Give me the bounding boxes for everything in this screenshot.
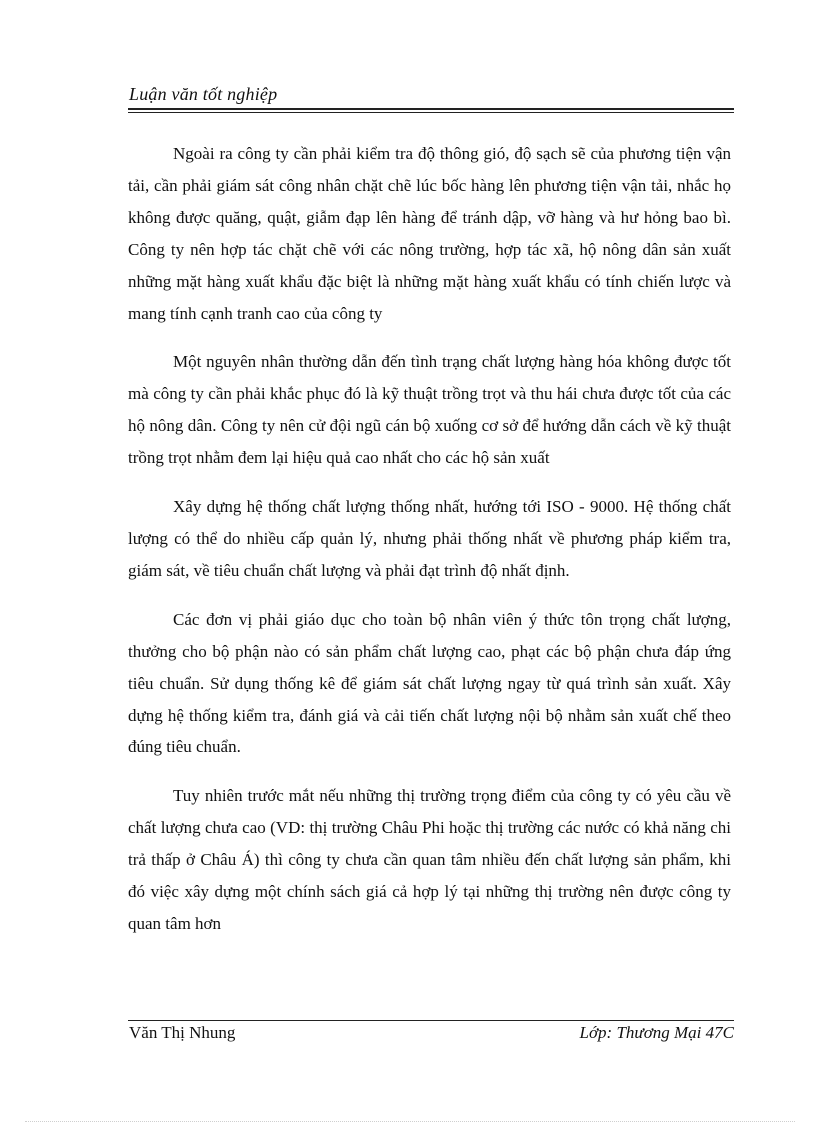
paragraph-5: Tuy nhiên trước mắt nếu những thị trường trọng điểm của công ty có yêu cầu về chất lượng chưa cao (VD: thị trường Châu Phi hoặc thị trường các nước có khả năng chi trả thấp ở Châu Á) thì công ty chưa cần quan tâm nhiều đến chất lượng sản phẩm, khi đó việc xây dựng một chính sách giá cả hợp lý tại những thị trường nên được công ty quan tâm hơn bbox=[128, 786, 731, 933]
paragraph-4: Các đơn vị phải giáo dục cho toàn bộ nhân viên ý thức tôn trọng chất lượng, thưởng cho bộ phận nào có sản phẩm chất lượng cao, phạt các bộ phận chưa đáp ứng tiêu chuẩn. Sử dụng thống kê để giám sát chất lượng ngay từ quá trình sản xuất. Xây dựng hệ thống kiểm tra, đánh giá và cải tiến chất lượng nội bộ nhằm sản xuất chế theo đúng tiêu chuẩn. bbox=[128, 609, 731, 757]
document-body bbox=[128, 138, 731, 957]
paragraph-1: Ngoài ra công ty cần phải kiểm tra độ thông gió, độ sạch sẽ của phương tiện vận tải, cần phải giám sát công nhân chặt chẽ lúc bốc hàng lên phương tiện vận tải, nhắc họ không được quăng, quật, giẫm đạp lên hàng để tránh dập, vỡ hàng và hư hỏng bao bì. Công ty nên hợp tác chặt chẽ với các nông trường, hợp tác xã, hộ nông dân sản xuất những mặt hàng xuất khẩu đặc biệt là những mặt hàng xuất khẩu có tính chiến lược và mang tính cạnh tranh cao của công ty bbox=[128, 144, 731, 323]
footer-divider bbox=[128, 1020, 734, 1021]
header-divider-thin bbox=[128, 112, 734, 113]
page-bottom-edge bbox=[25, 1121, 795, 1122]
footer-class: Lớp: Thương Mại 47C bbox=[579, 1023, 734, 1042]
header-title: Luận văn tốt nghiệp bbox=[129, 84, 278, 104]
footer-author: Văn Thị Nhung bbox=[129, 1023, 236, 1042]
header-divider-thick bbox=[128, 108, 734, 110]
paragraph-2: Một nguyên nhân thường dẫn đến tình trạng chất lượng hàng hóa không được tốt mà công ty cần phải khắc phục đó là kỹ thuật trồng trọt và thu hái chưa được tốt của các hộ nông dân. Công ty nên cử đội ngũ cán bộ xuống cơ sở để hướng dẫn cách về kỹ thuật trồng trọt nhằm đem lại hiệu quả cao nhất cho các hộ sản xuất bbox=[128, 352, 731, 468]
paragraph-3: Xây dựng hệ thống chất lượng thống nhất, hướng tới ISO - 9000. Hệ thống chất lượng có thể do nhiều cấp quản lý, nhưng phải thống nhất về phương pháp kiểm tra, giám sát, về tiêu chuẩn chất lượng và phải đạt trình độ nhất định. bbox=[128, 497, 731, 580]
